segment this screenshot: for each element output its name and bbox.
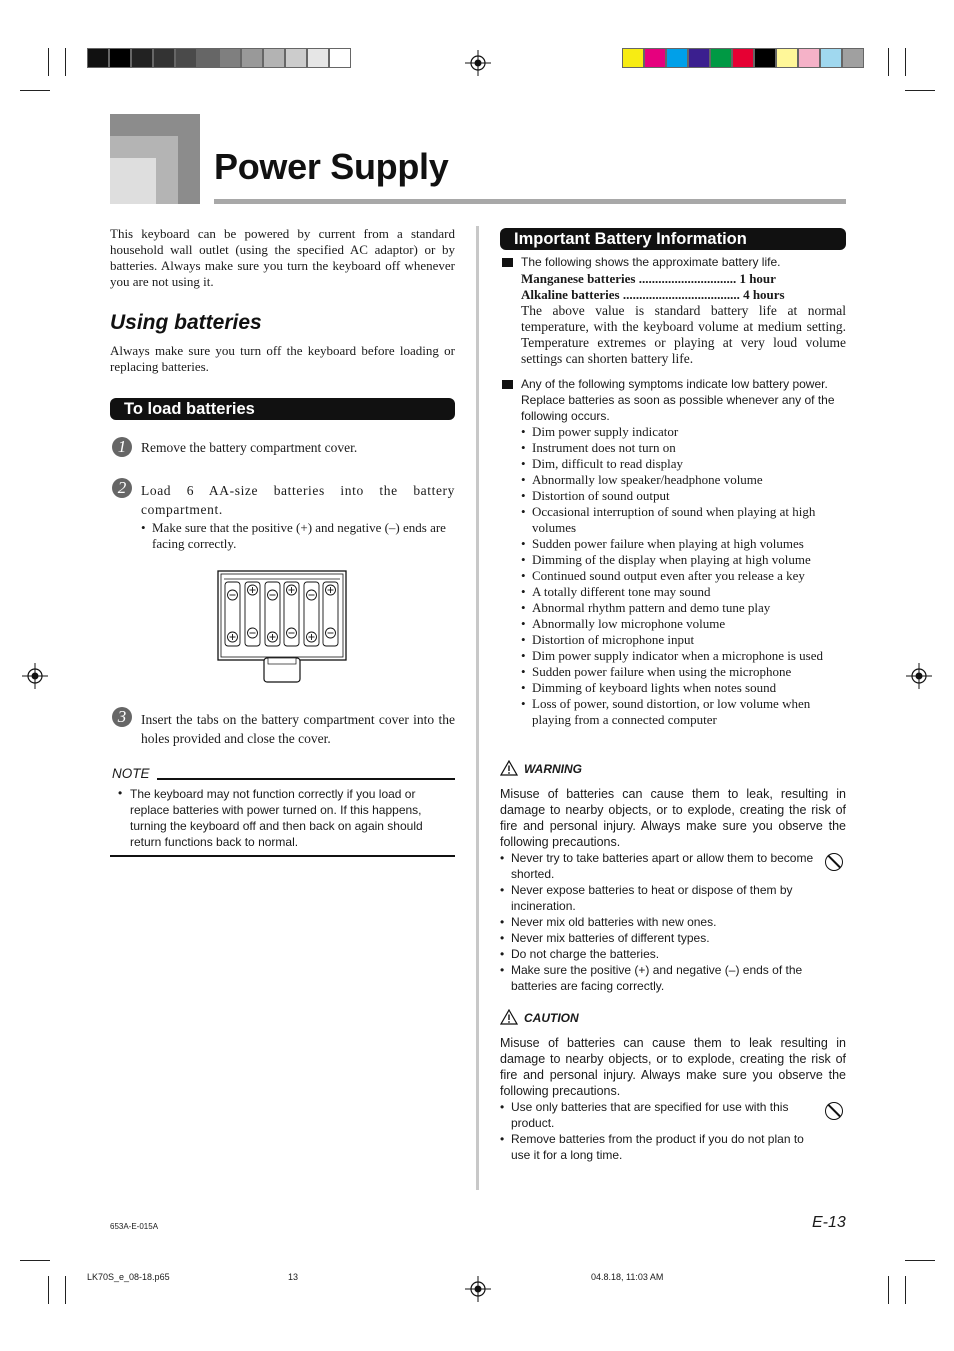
color-swatch [688, 48, 710, 68]
battery-info-heading: Important Battery Information [500, 228, 846, 250]
square-bullet-icon [502, 258, 513, 267]
list-item: • Abnormal rhythm pattern and demo tune play [521, 600, 846, 616]
list-item: • Dimming of keyboard lights when notes sound [521, 680, 846, 696]
using-batteries-text: Always make sure you turn off the keyboard before loading or replacing batteries. [110, 343, 455, 374]
step-1-text: Remove the battery compartment cover. [141, 440, 358, 455]
list-item: • Occasional interruption of sound when playing at high volumes [521, 504, 846, 536]
list-item: • Dim power supply indicator when a microphone is used [521, 648, 846, 664]
list-item: • Instrument does not turn on [521, 440, 846, 456]
column-divider [476, 226, 479, 1190]
step-3-text: Insert the tabs on the battery compartment cover into the holes provided and close the cover. [141, 712, 455, 746]
list-item: • Do not charge the batteries. [500, 946, 818, 962]
color-swatch [820, 48, 842, 68]
list-item: • Dim power supply indicator [521, 424, 846, 440]
warning-triangle-icon [500, 760, 518, 776]
caution-list [500, 1099, 818, 1163]
battery-life-alkaline: Alkaline batteries .................................... 4 hours [521, 287, 785, 302]
color-swatch [732, 48, 754, 68]
step-2-subtext: Make sure that the positive (+) and negative (–) ends are facing correctly. [152, 520, 446, 551]
note-bullet: • [118, 786, 123, 800]
color-swatch [666, 48, 688, 68]
registration-mark-left [22, 663, 48, 689]
color-swatch [644, 48, 666, 68]
battery-compartment-illustration [216, 570, 348, 684]
footer-date: 04.8.18, 11:03 AM [591, 1272, 664, 1282]
symptom-list [521, 424, 846, 728]
list-item: • Never mix old batteries with new ones. [500, 914, 818, 930]
color-swatch [710, 48, 732, 68]
using-batteries-heading: Using batteries [110, 311, 262, 334]
list-item: • Dimming of the display when playing at high volume [521, 552, 846, 568]
step-number-1: 1 [112, 437, 132, 457]
color-swatch [263, 48, 285, 68]
page-title: Power Supply [214, 146, 449, 187]
color-swatch [219, 48, 241, 68]
list-item: • Abnormally low speaker/headphone volume [521, 472, 846, 488]
color-swatch [622, 48, 644, 68]
caution-triangle-icon [500, 1009, 518, 1025]
battery-life-manganese: Manganese batteries .............................. 1 hour [521, 271, 776, 286]
color-swatch [175, 48, 197, 68]
color-swatch [153, 48, 175, 68]
step-2-bullet: • [141, 520, 146, 535]
color-swatch [329, 48, 351, 68]
color-swatch [307, 48, 329, 68]
registration-mark-right [906, 663, 932, 689]
note-bottom-rule [110, 855, 455, 857]
registration-mark-bottom [465, 1276, 491, 1302]
list-item: • Make sure the positive (+) and negative (–) ends of the batteries are facing correctly. [500, 962, 818, 994]
list-item: • Distortion of microphone input [521, 632, 846, 648]
step-number-2: 2 [112, 478, 132, 498]
caution-label: CAUTION [524, 1011, 579, 1025]
color-swatch [754, 48, 776, 68]
footer-page-num: 13 [288, 1272, 299, 1282]
document-code: 653A-E-015A [110, 1222, 159, 1231]
list-item: • Never expose batteries to heat or dispose of them by incineration. [500, 882, 818, 914]
list-item: • Never mix batteries of different types. [500, 930, 818, 946]
prohibition-icon [825, 1102, 843, 1120]
color-swatch [131, 48, 153, 68]
note-text: The keyboard may not function correctly if you load or replace batteries with power turned on. If this happens, turning the keyboard off and then back on again should return functions back to normal. [130, 787, 423, 849]
color-swatch [842, 48, 864, 68]
color-swatch [798, 48, 820, 68]
color-swatch [87, 48, 109, 68]
prohibition-icon [825, 853, 843, 871]
load-batteries-heading: To load batteries [110, 398, 455, 420]
list-item: • A totally different tone may sound [521, 584, 846, 600]
list-item: • Remove batteries from the product if you do not plan to use it for a long time. [500, 1131, 818, 1163]
warning-text: Misuse of batteries can cause them to leak, resulting in damage to nearby objects, or to explode, creating the risk of fire and personal injury. Always make sure you observe the following precautions. [500, 787, 846, 849]
battery-life-note: The above value is standard battery life at normal temperature, with the keyboard volume at medium setting. Temperature extremes or playing at very loud volume settings can shorten battery life. [521, 303, 846, 366]
list-item: • Distortion of sound output [521, 488, 846, 504]
list-item: • Sudden power failure when using the microphone [521, 664, 846, 680]
list-item: • Loss of power, sound distortion, or low volume when playing from a connected computer [521, 696, 846, 728]
color-swatch [197, 48, 219, 68]
color-swatch [285, 48, 307, 68]
title-rule [214, 199, 846, 204]
title-decoration [110, 114, 200, 204]
page-number: E-13 [812, 1214, 846, 1231]
step-number-3: 3 [112, 707, 132, 727]
square-bullet-icon [502, 380, 513, 389]
list-item: • Use only batteries that are specified for use with this product. [500, 1099, 818, 1131]
note-label: NOTE [112, 766, 150, 781]
list-item: • Abnormally low microphone volume [521, 616, 846, 632]
list-item: • Never try to take batteries apart or allow them to become shorted. [500, 850, 818, 882]
list-item: • Sudden power failure when playing at high volumes [521, 536, 846, 552]
list-item: • Continued sound output even after you release a key [521, 568, 846, 584]
battery-life-intro: The following shows the approximate battery life. [521, 255, 781, 269]
intro-paragraph: This keyboard can be powered by current from a standard household wall outlet (using the specified AC adaptor) or by batteries. Always make sure you turn the keyboard off whenever you are not using it. [110, 226, 455, 289]
warning-label: WARNING [524, 762, 582, 776]
color-swatch [241, 48, 263, 68]
footer-filename: LK70S_e_08-18.p65 [87, 1272, 170, 1282]
caution-text: Misuse of batteries can cause them to leak resulting in damage to nearby objects, or to explode, creating the risk of fire and personal injury. Always make sure you observe the following precautions. [500, 1036, 846, 1098]
warning-list [500, 850, 818, 994]
registration-mark-top [465, 50, 491, 76]
symptoms-intro: Any of the following symptoms indicate low battery power. Replace batteries as soon as possible whenever any of the following occurs. [521, 377, 835, 423]
note-top-rule [157, 778, 455, 780]
step-2-text: Load 6 AA-size batteries into the battery compartment. [141, 483, 455, 517]
color-swatch [109, 48, 131, 68]
list-item: • Dim, difficult to read display [521, 456, 846, 472]
color-swatch [776, 48, 798, 68]
